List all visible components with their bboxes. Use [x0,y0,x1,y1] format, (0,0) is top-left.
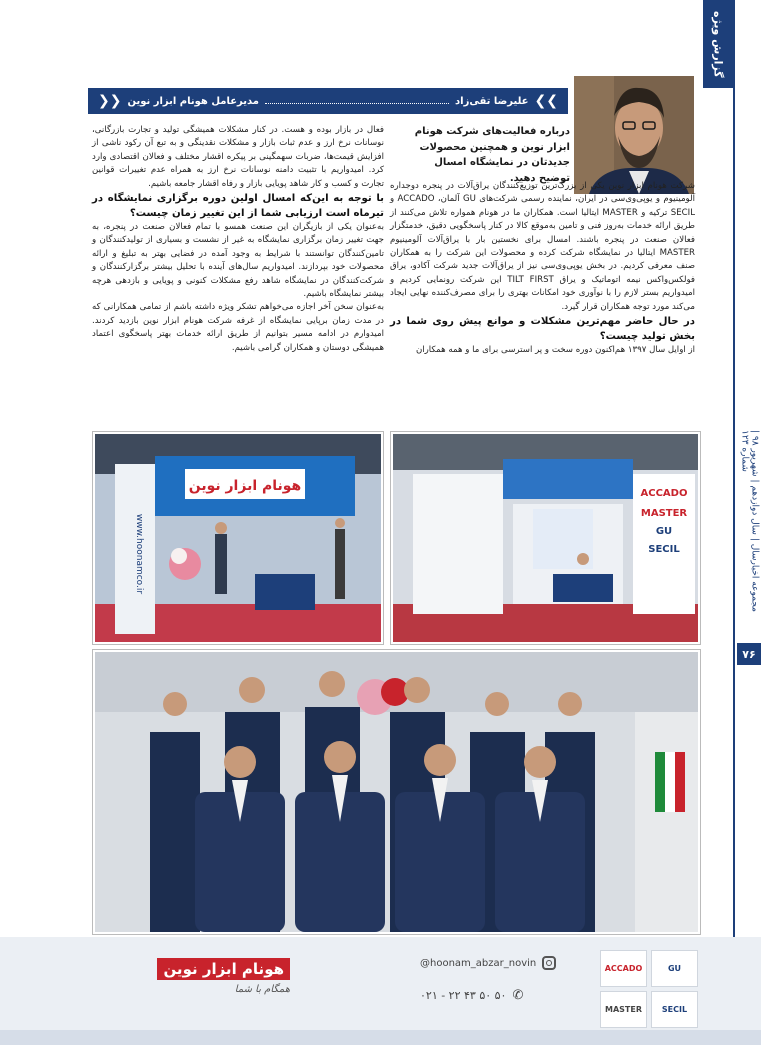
phone-icon: ✆ [512,988,524,1003]
page-number: ۷۶ [737,643,761,665]
partner-logo: SECIL [651,991,698,1028]
contact-block [420,956,600,1003]
booth-photo-left [93,432,383,644]
booth-brand-text: هونام ابزار نوین [188,478,302,494]
answer-paragraph: فعال در بازار بوده و هست. در کنار مشکلات همیشگی تولید و تجارت بازرگانی، نوسانات نرخ ارز و عدم ثبات بازار و مشکلات نقدینگی و به تبع آن رکود ناشی از افزایش قیمت‌ها، ضربات سهمگینی بر پیکره اقشار مختلف و فعالان اقتصادی وارد کرد. امیدواریم با تثبیت دامنه نوسانات نرخ ارز به همراه عدم تغییرات قوانین تجارت و کسب و کار شاهد پویایی بازار و رفاه اقشار جامعه باشیم. [92,125,384,189]
booth-url-text: www.hoonamco.ir [134,513,144,595]
instagram-handle[interactable]: @hoonam_abzar_novin [420,957,537,969]
footer-strip [0,1030,761,1045]
booth-brand-accado: ACCADO [640,488,688,499]
brand-logo-text: هونام ابزار نوین [157,958,290,980]
instagram-icon [542,956,556,970]
answer-paragraph: به‌عنوان یکی از بازیگران این صنعت همسو با تمام فعالان صنعت در پنجره، به جهت تغییر زمان برگزاری نمایشگاه به غیر از نشست و بسیاری از تولیدکنندگان و تامین‌کنندگان توانستند با شرایط به وجود آمده در فضایی بهتر به تبلیغ و ارائه محصولات خود بپردازند. امیدواریم سال‌های آینده با تحلیل بیشتر برگزارکنندگان و شرکت‌کنندگان در نمایشگاه شاهد رفع مشکلات کنونی و پویایی و بازدهی هرچه بیشتر نمایشگاه باشیم. [92,222,384,300]
brand-slogan: همگام با شما [234,984,290,995]
left-column [92,124,384,355]
intro-question: درباره فعالیت‌های شرکت هونام ابزار نوین و همچنین محصولات جدیدتان در نمایشگاه امسال توضیح دهید. [414,126,570,184]
interviewee-role: مدیرعامل هونام ابزار نوین [127,95,259,107]
side-rule [733,0,735,1045]
answer-paragraph: از اوایل سال ۱۳۹۷ هم‌اکنون دوره سخت و پر استرسی برای ما و همه همکاران [415,345,695,356]
partner-logo: MASTER [600,991,647,1028]
booth-brand-gu: GU [655,526,673,537]
booth-photo-right [391,432,700,644]
dotted-leader [265,103,449,104]
interviewee-header [88,88,568,114]
chevron-right-icon: ❯❯ [534,93,558,109]
right-column [390,180,695,357]
answer-paragraph: شرکت هونام ابزار نوین یکی از بزرگ‌ترین توزیع‌کنندگان یراق‌آلات در پنجره دوجداره آلومینیوم و یوپی‌وی‌سی در ایران، نماینده رسمی شرکت‌های GU آلمان، ACCADO و SECIL ترکیه و MASTER ایتالیا است. همکاران ما در هونام همواره تلاش می‌کنند از طریق ارائه خدمات به‌روز فنی و تامین به‌موقع کالا در کنار پاسخگویی دقیق، خدمتگزار فعالان صنعت در پنجره باشند. امسال برای نخستین بار با یراق‌آلات آلومینیوم MASTER ایتالیا در نمایشگاه شرکت کرده و محصولات این شرکت را به همکاران صنف معرفی کردیم. در بخش یوپی‌وی‌سی نیز از یراق‌آلات جدید شرکت آکادو، یراق فولکس‌واکس نیمه اتوماتیک و یراق TILT FIRST این شرکت رونمایی کردیم و امیدواریم بستر لازم را با نوآوری خود امکانات بهتری را برای مصرف‌کننده نهایی ایجاد می‌کند مورد توجه همکاران قرار گیرد. [390,181,695,312]
question-heading: در حال حاضر مهم‌ترین مشکلات و موانع پیش روی شما در بخش تولید چیست؟ [390,316,695,343]
question-heading: با توجه به این‌که امسال اولین دوره برگزاری نمایشگاه در تیرماه است ارزیابی شما از این تغییر زمان چیست؟ [92,193,384,220]
phone-number[interactable]: ۰۲۱ - ۲۲ ۴۳ ۵۰ ۵۰ [420,989,507,1002]
brand-logo [130,958,290,998]
partner-logo: ACCADO [600,950,647,987]
interviewee-portrait [574,76,694,194]
booth-brand-master: MASTER [640,508,688,519]
booth-brand-secil: SECIL [648,544,680,555]
partner-logo: GU [651,950,698,987]
chevron-left-icon: ❮❮ [98,93,122,109]
partner-logos [600,950,698,1028]
answer-paragraph: به‌عنوان سخن آخر اجازه می‌خواهم تشکر ویژه داشته باشم از تمامی همکارانی که در مدت زمان برپایی نمایشگاه از غرفه شرکت هونام ابزار نوین بازدید کردند. امیدوارم در ادامه مسیر بتوانیم از طریق ارائه خدمات بهتر پاسخگوی اعتماد همیشگی دوستان و همکاران گرامی باشیم. [92,302,384,353]
team-group-photo [93,650,700,934]
magazine-issue-line: مجموعه اخبارسال | سال دوازدهم | شهریور ۹۸ | شماره ۱۲۳ [739,430,760,612]
section-tab: گزارش ویژه [703,0,733,88]
interviewee-name: علیرضا تقی‌زاد [455,95,529,107]
